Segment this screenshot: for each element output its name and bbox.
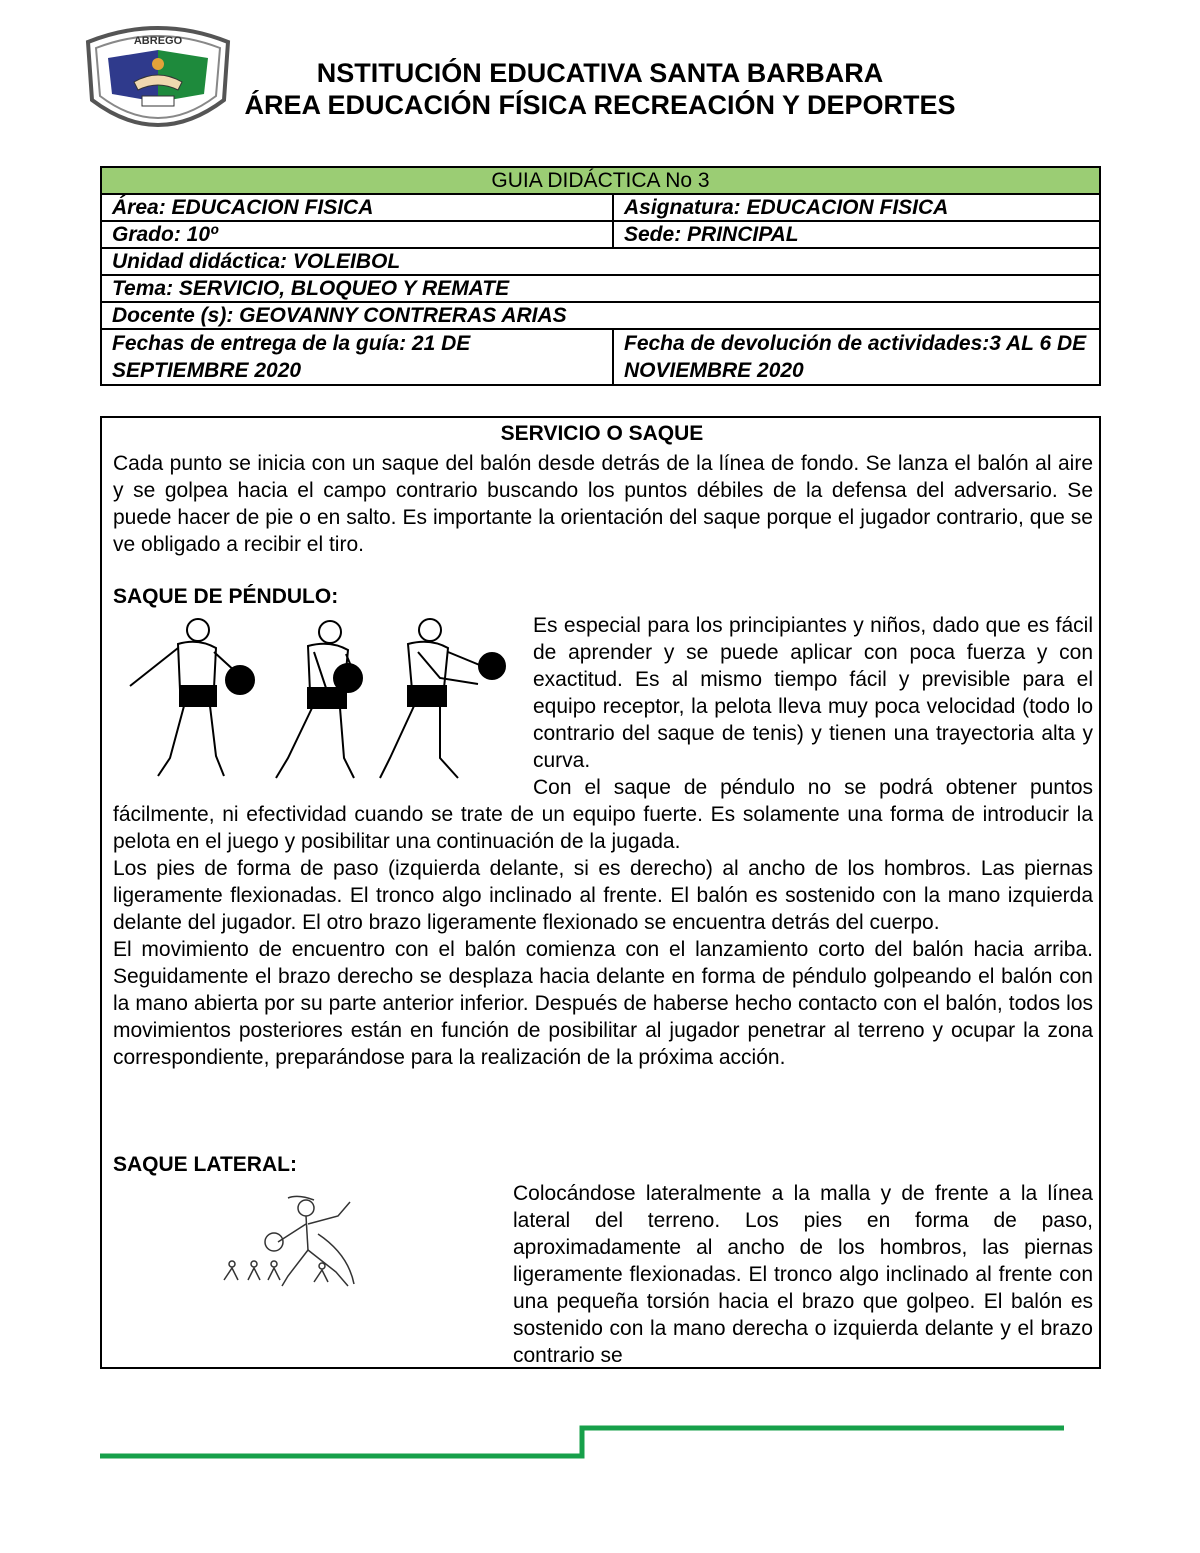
section-title: SERVICIO O SAQUE <box>500 422 704 445</box>
lateral-heading: SAQUE LATERAL: <box>113 1153 297 1176</box>
footer-decorative-line <box>98 1418 1068 1462</box>
sede-cell: Sede: PRINCIPAL <box>613 221 1100 248</box>
pendulo-description <box>113 774 1093 1071</box>
content-box <box>100 416 1101 1369</box>
pendulo-paragraph-3: El movimiento de encuentro con el balón comienza con el lanzamiento corto del balón hacia arriba. Seguidamente el brazo derecho se desplaza hacia delante en forma de péndulo golpeando el balón con la mano abierta por su parte anterior inferior. Después de haberse hecho contacto con el balón, todos los movimientos posteriores están en función de posibilitar al jugador penetrar al terreno y ocupar la zona correspondiente, preparándose para la realización de la próxima acción. <box>113 938 1093 1069</box>
unidad-cell: Unidad didáctica: VOLEIBOL <box>101 248 1100 275</box>
lateral-serve-illustration <box>218 1194 378 1294</box>
area-title: ÁREA EDUCACIÓN FÍSICA RECREACIÓN Y DEPORTES <box>244 90 956 120</box>
tema-cell: Tema: SERVICIO, BLOQUEO Y REMATE <box>101 275 1100 302</box>
intro-paragraph: Cada punto se inicia con un saque del balón desde detrás de la línea de fondo. Se lanza el balón al aire y se golpea hacia el campo contrario buscando los puntos débiles de la defensa del adversario. Se puede hacer de pie o en salto. Es importante la orientación del saque porque el jugador contrario, que se ve obligado a recibir el tiro. <box>113 452 1093 556</box>
logo-text: ABREGO <box>133 35 183 47</box>
entrega-cell: Fechas de entrega de la guía: 21 DE SEPTIEMBRE 2020 <box>101 329 613 385</box>
pendulo-paragraph-1: Con el saque de péndulo no se podrá obtener puntos fácilmente, ni efectividad cuando se trate de un equipo fuerte. Es solamente una forma de introducir la pelota en el juego y posibilitar una continuación de la jugada. <box>113 776 1093 853</box>
pendulo-side-text: Es especial para los principiantes y niños, dado que es fácil de aprender y se puede aplicar con poca fuerza y con exactitud. Es al mismo tiempo fácil y previsible para el equipo receptor, la pelota lleva muy poca velocidad (todo lo contrario del saque de tenis) y tienen una trayectoria alta y curva. <box>533 614 1093 772</box>
guide-info-table <box>100 166 1101 386</box>
pendulo-paragraph-2: Los pies de forma de paso (izquierda delante, si es derecho) al ancho de los hombros. Las piernas ligeramente flexionadas. El tronco algo inclinado al frente. El balón es sostenido con la mano izquierda delante del jugador. El otro brazo ligeramente flexionado se encuentra detrás del cuerpo. <box>113 857 1093 934</box>
guide-title: GUIA DIDÁCTICA No 3 <box>101 167 1100 194</box>
grado-cell: Grado: 10º <box>101 221 613 248</box>
pendulo-heading: SAQUE DE PÉNDULO: <box>113 585 339 608</box>
lateral-side-text: Colocándose lateralmente a la malla y de frente a la línea lateral del terreno. Los pies en forma de paso, aproximadamente al ancho de los hombros, las piernas ligeramente flexionadas. El tronco algo inclinado al frente con una pequeña torsión hacia el brazo que golpeo. El balón es sostenido con la mano derecha o izquierda delante y el brazo contrario se <box>513 1182 1093 1367</box>
docente-cell: Docente (s): GEOVANNY CONTRERAS ARIAS <box>101 302 1100 329</box>
area-cell: Área: EDUCACION FISICA <box>101 194 613 221</box>
institution-title: NSTITUCIÓN EDUCATIVA SANTA BARBARA <box>316 58 884 88</box>
pendulum-serve-illustration <box>118 608 516 792</box>
asignatura-cell: Asignatura: EDUCACION FISICA <box>613 194 1100 221</box>
devolucion-cell: Fecha de devolución de actividades:3 AL 6 DE NOVIEMBRE 2020 <box>613 329 1100 385</box>
